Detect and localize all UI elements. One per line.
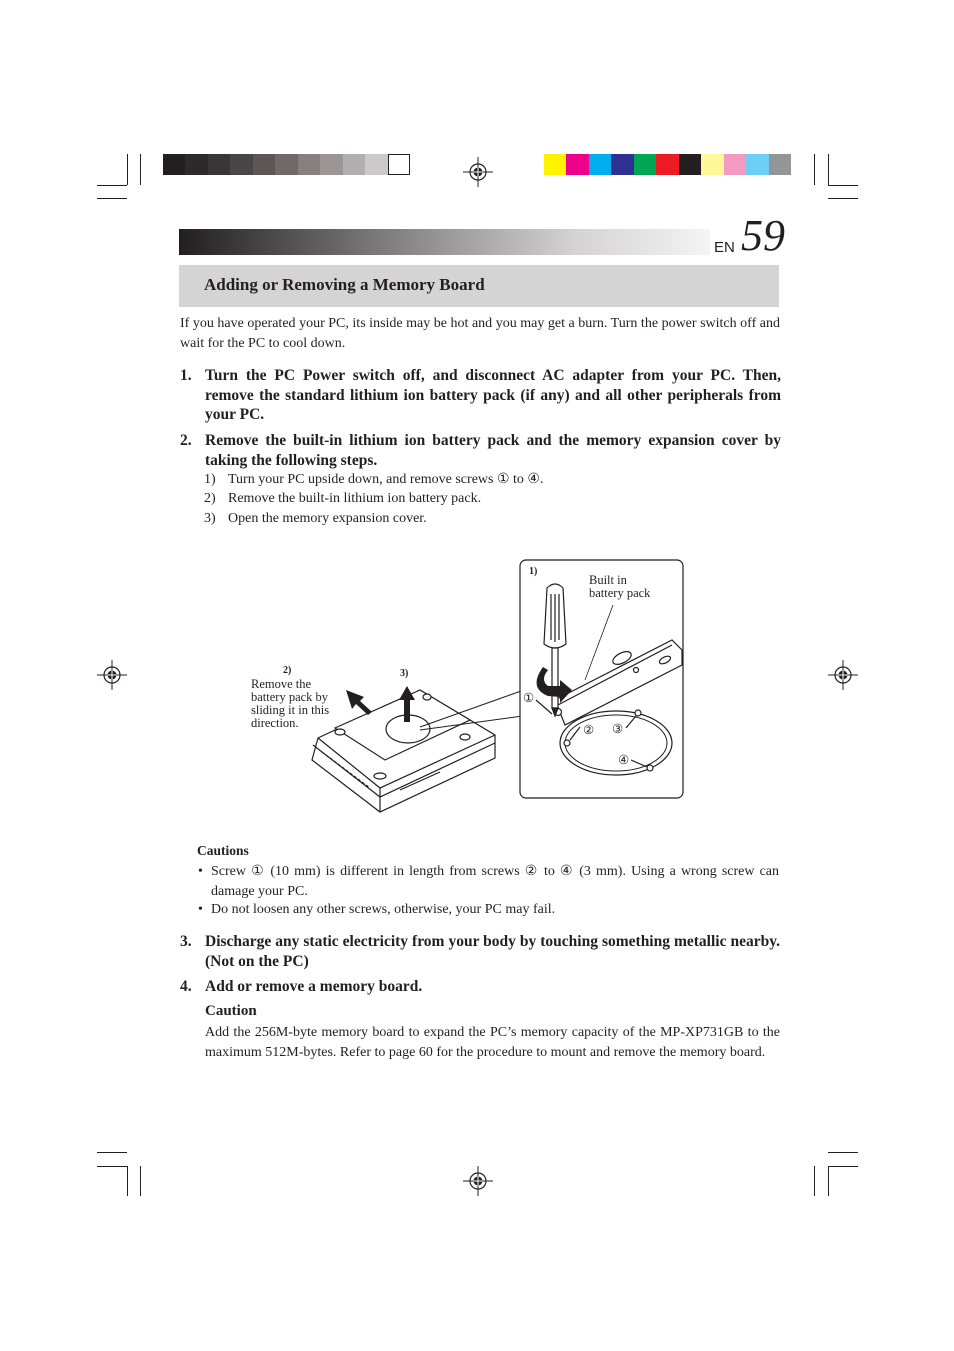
substep-text: Remove the built-in lithium ion battery pack. (228, 491, 482, 506)
step-text: Turn the PC Power switch off, and disconnect AC adapter from your PC. Then, remove the standard lithium ion battery pack (if any) and all other peripherals from your PC. (205, 367, 781, 423)
remove-battery-label-line: battery pack by (251, 690, 329, 704)
crop-mark (127, 1166, 128, 1196)
memory-cover-circle (560, 711, 672, 775)
screw-label-3: ③ (612, 722, 624, 736)
page-header-bar (179, 229, 710, 255)
crop-mark (828, 154, 829, 185)
figure-label-1: 1) (529, 566, 538, 577)
calibration-swatch (611, 154, 634, 175)
step-2 (180, 431, 781, 471)
crop-mark (828, 1152, 858, 1153)
calibration-swatch (343, 154, 366, 175)
figure-label-2: 2) (283, 665, 292, 676)
crop-mark (127, 154, 128, 185)
section-header (179, 265, 779, 307)
bullet-dot: • (198, 864, 203, 879)
crop-mark (814, 154, 815, 185)
step-4 (180, 977, 780, 997)
substep-number: 2) (204, 491, 216, 506)
caution-bullet-2 (198, 900, 780, 920)
calibration-swatch (208, 154, 231, 175)
caution-heading: Caution (205, 1003, 257, 1019)
color-calibration-bar (544, 154, 791, 175)
remove-battery-label-line: Remove the (251, 677, 312, 691)
built-in-battery-label-line: Built in (589, 573, 627, 587)
calibration-swatch (701, 154, 724, 175)
crop-mark (140, 1166, 141, 1196)
calibration-swatch (724, 154, 747, 175)
step-number: 2. (180, 432, 192, 449)
caution-text: Screw ① (10 mm) is different in length from screws ② to ④ (3 mm). Using a wrong screw can damage your PC. (211, 864, 779, 899)
remove-battery-label-line: sliding it in this (251, 703, 330, 717)
crop-mark (828, 1166, 829, 1196)
intro-paragraph: If you have operated your PC, its inside may be hot and you may get a burn. Turn the power switch off and wait for the PC to cool down. (180, 316, 780, 351)
section-title: Adding or Removing a Memory Board (204, 275, 485, 294)
crop-mark (97, 1166, 127, 1167)
calibration-swatch (275, 154, 298, 175)
substep-number: 1) (204, 472, 216, 487)
step-text: Discharge any static electricity from your body by touching something metallic nearby. (Not on the PC) (205, 933, 780, 970)
substep-3 (204, 509, 764, 529)
remove-battery-label (251, 678, 329, 730)
laptop-illustration (312, 690, 495, 812)
substep-text: Turn your PC upside down, and remove screws ① to ④. (228, 472, 544, 487)
substep-2 (204, 489, 764, 509)
calibration-swatch (746, 154, 769, 175)
figure-label-3: 3) (400, 668, 409, 679)
page-number: 59 (741, 211, 785, 260)
calibration-swatch (769, 154, 792, 175)
bullet-dot: • (198, 902, 203, 917)
screw-label-1: ① (523, 691, 535, 705)
calibration-swatch (365, 154, 388, 175)
step-number: 4. (180, 978, 192, 995)
calibration-swatch (388, 154, 411, 175)
language-code: EN (714, 239, 735, 256)
calibration-swatch (544, 154, 567, 175)
calibration-swatch (566, 154, 589, 175)
crop-mark (828, 1166, 858, 1167)
step-3 (180, 932, 780, 972)
step-number: 1. (180, 367, 192, 384)
cautions-heading: Cautions (197, 843, 249, 858)
screw-label-2: ② (583, 723, 595, 737)
screw-label-4: ④ (618, 753, 630, 767)
calibration-swatch (230, 154, 253, 175)
calibration-swatch (320, 154, 343, 175)
calibration-swatch (298, 154, 321, 175)
step-text: Add or remove a memory board. (205, 978, 423, 995)
caution-bullet-1 (198, 862, 780, 902)
calibration-swatch (634, 154, 657, 175)
registration-mark-icon (463, 157, 493, 187)
crop-mark (828, 185, 858, 186)
crop-mark (97, 1152, 127, 1153)
built-in-battery-label (589, 574, 650, 600)
crop-mark (828, 198, 858, 199)
calibration-swatch (163, 154, 186, 175)
crop-mark (97, 185, 127, 186)
remove-battery-label-line: direction. (251, 716, 299, 730)
crop-mark (97, 198, 127, 199)
substep-text: Open the memory expansion cover. (228, 511, 427, 526)
built-in-battery-label-line: battery pack (589, 586, 651, 600)
registration-mark-icon (97, 660, 127, 690)
grayscale-calibration-bar (163, 154, 410, 175)
calibration-swatch (679, 154, 702, 175)
caution-text: Do not loosen any other screws, otherwise, your PC may fail. (211, 902, 556, 917)
step-number: 3. (180, 933, 192, 950)
substep-1 (204, 470, 764, 490)
registration-mark-icon (463, 1166, 493, 1196)
crop-mark (814, 1166, 815, 1196)
caution-paragraph: Add the 256M-byte memory board to expand the PC’s memory capacity of the MP-XP731GB to the maximum 512M-bytes. Refer to page 60 for the procedure to mount and remove the memory board. (205, 1025, 780, 1060)
calibration-swatch (253, 154, 276, 175)
step-text: Remove the built-in lithium ion battery pack and the memory expansion cover by taking the following steps. (205, 432, 781, 469)
substep-number: 3) (204, 511, 216, 526)
calibration-swatch (185, 154, 208, 175)
slide-arrow-icon (346, 690, 372, 715)
calibration-swatch (589, 154, 612, 175)
calibration-swatch (656, 154, 679, 175)
registration-mark-icon (828, 660, 858, 690)
step-1 (180, 366, 781, 426)
crop-mark (140, 154, 141, 185)
